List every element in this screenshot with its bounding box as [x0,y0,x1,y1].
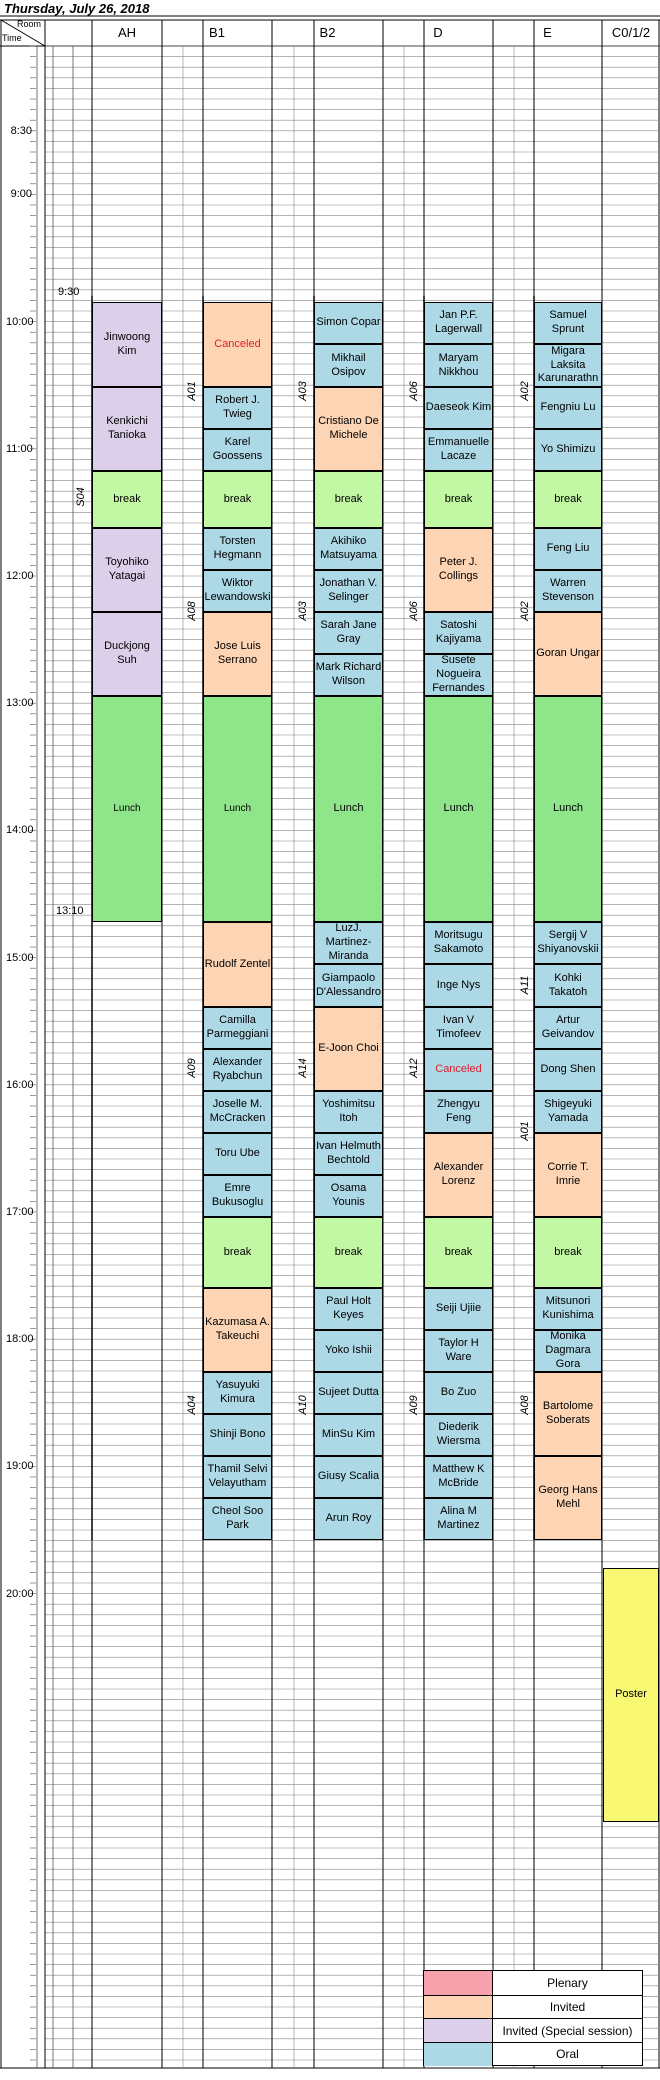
talk-b2-1[interactable]: Simon Copar [314,302,383,344]
time-label: 13:00 [6,697,34,710]
talk-b1-13[interactable]: Kazumasa A. Takeuchi [203,1288,272,1372]
talk-e-13[interactable]: Corrie T. Imrie [534,1133,602,1217]
talk-d-16[interactable]: Bo Zuo [424,1372,493,1414]
talk-e-15[interactable]: Monika Dagmara Gora [534,1330,602,1372]
talk-e-2[interactable]: Migara Laksita Karunarathn [534,344,602,387]
talk-ah-2[interactable]: Kenkichi Tanioka [92,387,162,471]
talk-d-12[interactable]: Zhengyu Feng [424,1091,493,1133]
time-label: 15:00 [6,951,34,964]
talk-ah-4[interactable]: Duckjong Suh [92,612,162,696]
room-header-b2: B2 [319,25,336,40]
talk-d-7[interactable]: Susete Nogueira Fernandes [424,654,493,696]
talk-d-4[interactable]: Emmanuelle Lacaze [424,429,493,471]
talk-e-6[interactable]: Warren Stevenson [534,570,602,612]
legend-item-oral [424,2042,642,2067]
break-b2-2: break [314,1217,383,1288]
talk-b1-10[interactable]: Joselle M. McCracken [203,1091,272,1133]
talk-b2-5[interactable]: Jonathan V. Selinger [314,570,383,612]
talk-e-12[interactable]: Shigeyuki Yamada [534,1091,602,1133]
legend-label-plenary: Plenary [547,1975,588,1990]
start-time-mark: 9:30 [58,286,80,298]
talk-b2-19[interactable]: Arun Roy [314,1498,383,1540]
legend-label-special: Invited (Special session) [502,2023,633,2038]
session-code-d-4: A09 [408,1395,420,1415]
legend-swatch-invited [424,1996,493,2020]
talk-e-16[interactable]: Bartolome Soberats [534,1372,602,1456]
talk-e-9[interactable]: Kohki Takatoh [534,964,602,1007]
legend-swatch-oral [424,2043,493,2067]
break-d-1: break [424,471,493,528]
corner-room-label: Room [17,19,42,29]
session-code-d-3: A12 [408,1058,420,1078]
legend-label-invited: Invited [549,2000,586,2015]
session-code-b2-4: A10 [297,1395,309,1415]
legend-item-invited [424,1995,642,2020]
poster-session[interactable]: Poster [603,1568,659,1822]
talk-d-19[interactable]: Alina M Martinez [424,1498,493,1540]
break-ah: break [92,471,162,528]
time-label: 14:00 [6,824,34,837]
talk-b1-4[interactable]: Torsten Hegmann [203,528,272,570]
legend-swatch-special [424,2019,493,2043]
session-code-b2-3: A14 [297,1058,309,1078]
time-label: 8:30 [10,124,32,137]
talk-e-11[interactable]: Dong Shen [534,1049,602,1091]
break-b1-1: break [203,471,272,528]
talk-d-10[interactable]: Ivan V Timofeev [424,1007,493,1049]
talk-ah-1[interactable]: Jinwoong Kim [92,302,162,387]
talk-ah-3[interactable]: Toyohiko Yatagai [92,528,162,612]
talk-d-14[interactable]: Seiji Ujiie [424,1288,493,1330]
talk-b2-6[interactable]: Sarah Jane Gray [314,612,383,654]
talk-b1-8[interactable]: Camilla Parmeggiani [203,1007,272,1049]
schedule-date-title: Thursday, July 26, 2018 [4,1,150,16]
talk-b1-16[interactable]: Thamil Selvi Velayutham [203,1456,272,1498]
talk-b2-15[interactable]: Yoko Ishii [314,1330,383,1372]
talk-d-8[interactable]: Moritsugu Sakamoto [424,922,493,964]
lunch-b2: Lunch [314,696,383,922]
talk-b2-4[interactable]: Akihiko Matsuyama [314,528,383,570]
legend-swatch-plenary [424,1971,493,1995]
talk-e-1[interactable]: Samuel Sprunt [534,302,602,344]
talk-d-3[interactable]: Daeseok Kim [424,387,493,429]
talk-e-5[interactable]: Feng Liu [534,528,602,570]
time-label: 18:00 [6,1333,34,1346]
talk-b1-15[interactable]: Shinji Bono [203,1414,272,1456]
session-code-e-4: A01 [519,1121,531,1141]
talk-d-2[interactable]: Maryam Nikkhou [424,344,493,387]
talk-b1-7[interactable]: Rudolf Zentel [203,922,272,1007]
session-code-b1-1: A01 [186,381,198,401]
room-header-d: D [433,25,443,40]
session-code-b1-3: A09 [186,1058,198,1078]
session-code-b2-2: A03 [297,601,309,621]
talk-b2-2[interactable]: Mikhail Osipov [314,344,383,387]
time-label: 9:00 [10,188,32,201]
session-code-d-1: A06 [408,381,420,401]
break-e-2: break [534,1217,602,1288]
legend-item-special [424,2018,642,2043]
session-code-e-1: A02 [519,381,531,401]
talk-b2-18[interactable]: Giusy Scalia [314,1456,383,1498]
talk-b2-10[interactable]: E-Joon Choi [314,1007,383,1091]
time-label: 16:00 [6,1078,34,1091]
talk-e-7[interactable]: Goran Ungar [534,612,602,696]
talk-b2-17[interactable]: MinSu Kim [314,1414,383,1456]
time-label: 20:00 [6,1587,34,1600]
talk-d-15[interactable]: Taylor H Ware [424,1330,493,1372]
talk-b1-3[interactable]: Karel Goossens [203,429,272,471]
session-code-ah: S04 [75,487,87,507]
break-d-2: break [424,1217,493,1288]
talk-b2-8[interactable]: LuzJ. Martinez-Miranda [314,922,383,964]
legend [423,1970,643,2066]
room-header-c0: C0/1/2 [611,25,651,40]
talk-b1-1[interactable]: Canceled [203,302,272,387]
talk-e-3[interactable]: Fengniu Lu [534,387,602,429]
legend-item-plenary [424,1971,642,1995]
break-e-1: break [534,471,602,528]
talk-b1-12[interactable]: Emre Bukusoglu [203,1175,272,1217]
talk-b1-5[interactable]: Wiktor Lewandowski [203,570,272,612]
session-code-e-3: A11 [519,975,531,995]
talk-d-5[interactable]: Peter J. Collings [424,528,493,612]
talk-b1-6[interactable]: Jose Luis Serrano [203,612,272,696]
talk-b1-2[interactable]: Robert J. Twieg [203,387,272,429]
legend-label-oral: Oral [556,2047,579,2062]
corner-time-label: Time [2,33,22,43]
time-label: 10:00 [6,315,34,328]
talk-d-18[interactable]: Matthew K McBride [424,1456,493,1498]
time-label: 17:00 [6,1206,34,1218]
talk-e-4[interactable]: Yo Shimizu [534,429,602,471]
session-code-e-2: A02 [519,601,531,621]
talk-e-10[interactable]: Artur Geivandov [534,1007,602,1049]
talk-e-8[interactable]: Sergij V Shiyanovskii [534,922,602,964]
talk-b2-9[interactable]: Giampaolo D'Alessandro [314,964,383,1007]
talk-b2-7[interactable]: Mark Richard Wilson [314,654,383,696]
session-code-b1-4: A04 [186,1395,198,1415]
break-b2-1: break [314,471,383,528]
talk-d-1[interactable]: Jan P.F. Lagerwall [424,302,493,344]
session-code-e-5: A08 [519,1395,531,1415]
talk-d-9[interactable]: Inge Nys [424,964,493,1007]
session-code-b2-1: A03 [297,381,309,401]
session-code-d-2: A06 [408,601,420,621]
talk-b2-13[interactable]: Osama Younis [314,1175,383,1217]
room-header-e: E [543,25,552,40]
break-b1-2: break [203,1217,272,1288]
end-time-mark: 13:10 [56,905,84,917]
talk-b2-12[interactable]: Ivan Helmuth Bechtold [314,1133,383,1175]
talk-b2-16[interactable]: Sujeet Dutta [314,1372,383,1414]
lunch-d: Lunch [424,696,493,922]
talk-b1-11[interactable]: Toru Ube [203,1133,272,1175]
talk-b2-11[interactable]: Yoshimitsu Itoh [314,1091,383,1133]
talk-b2-14[interactable]: Paul Holt Keyes [314,1288,383,1330]
talk-d-11[interactable]: Canceled [424,1049,493,1091]
talk-b1-14[interactable]: Yasuyuki Kimura [203,1372,272,1414]
room-header-ah: AH [117,25,137,40]
talk-d-17[interactable]: Diederik Wiersma [424,1414,493,1456]
talk-b1-9[interactable]: Alexander Ryabchun [203,1049,272,1091]
session-code-b1-2: A08 [186,601,198,621]
talk-e-14[interactable]: Mitsunori Kunishima [534,1288,602,1330]
talk-d-6[interactable]: Satoshi Kajiyama [424,612,493,654]
time-label: 11:00 [6,442,33,455]
time-label: 19:00 [6,1460,34,1473]
room-header-b1: B1 [209,25,225,40]
talk-e-17[interactable]: Georg Hans Mehl [534,1456,602,1540]
lunch-e: Lunch [534,696,602,922]
talk-d-13[interactable]: Alexander Lorenz [424,1133,493,1217]
lunch-ah: Lunch [92,696,162,922]
talk-b2-3[interactable]: Cristiano De Michele [314,387,383,471]
time-label: 12:00 [6,570,34,582]
talk-b1-17[interactable]: Cheol Soo Park [203,1498,272,1540]
lunch-b1: Lunch [203,696,272,922]
